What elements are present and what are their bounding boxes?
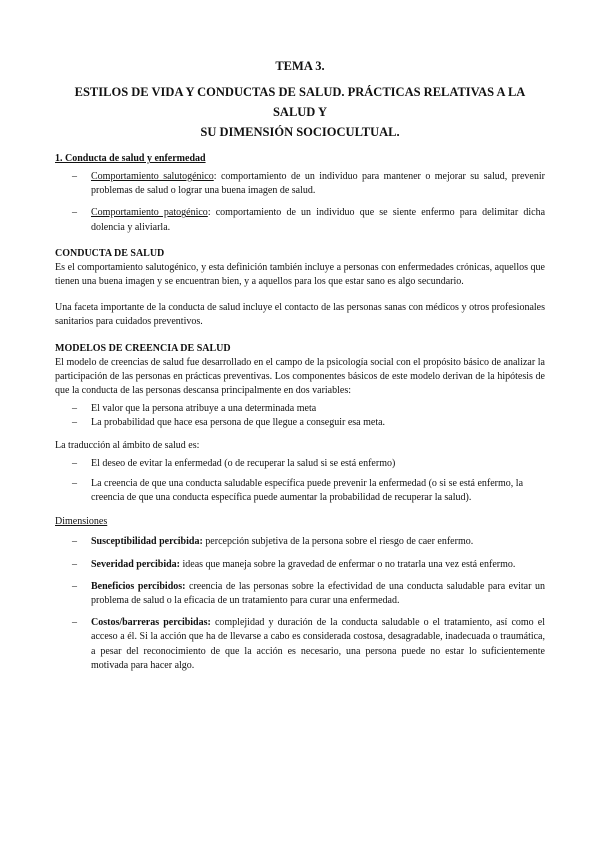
dash-bullet: – [72, 580, 77, 592]
list-text: El valor que la persona atribuye a una determinada meta [91, 403, 317, 415]
dash-bullet: – [72, 171, 77, 182]
paragraph: El modelo de creencias de salud fue desarrollado en el campo de la psicología social con el propósito básico de analizar la participación de las personas en prácticas preventivas. Los componentes básicos de este modelo derivan de la hipótesis de que la conducta de las personas descansa principalmente en dos variables: [55, 356, 545, 397]
section-heading: 1. Conducta de salud y enfermedad [55, 153, 206, 164]
section-heading: CONDUCTA DE SALUD [55, 247, 165, 259]
list-item [55, 206, 545, 234]
paragraph: Una faceta importante de la conducta de salud incluye el contacto de las personas sanas con médicos y otros profesionales sanitarios para cuidados preventivos. [55, 302, 545, 328]
definition: complejidad y duración de la conducta saludable o el tratamiento, así como el acceso a él. Si la acción que ha de llevarse a cabo es considerada costosa, desagradable, inadecuada o traumática, a pesar del reconocimiento de que la acción es necesario, una persona puede no estar lo suficientemente motivada para hacer algo. [91, 617, 545, 671]
list-item [55, 616, 545, 673]
list-item [55, 535, 545, 549]
dash-bullet: – [72, 478, 77, 490]
paragraph: La traducción al ámbito de salud es: [55, 439, 200, 451]
list-item [55, 580, 545, 608]
term: Beneficios percibidos: [91, 580, 186, 592]
doc-title-line: ESTILOS DE VIDA Y CONDUCTAS DE SALUD. PRÁCTICAS RELATIVAS A LA SALUD Y [74, 85, 526, 119]
dash-bullet: – [72, 207, 77, 219]
dash-bullet: – [72, 403, 77, 415]
list-item [55, 477, 545, 505]
list-item [55, 402, 545, 416]
definition: : comportamiento de un individuo que se siente enfermo para delimitar dicha dolencia y aliviarla. [91, 207, 546, 233]
dash-bullet: – [72, 457, 77, 469]
term: Costos/barreras percibidas: [91, 617, 211, 629]
term: Comportamiento salutogénico [91, 171, 214, 182]
list-text: El deseo de evitar la enfermedad (o de recuperar la salud si se está enfermo) [91, 457, 396, 469]
definition: : comportamiento de un individuo para mantener o mejorar su salud, prevenir problemas de salud o lograr una buena imagen de salud. [91, 171, 545, 197]
definition: creencia de las personas sobre la efectividad de una conducta saludable para evitar un problema de salud o la eficacia de un tratamiento para curar una enfermedad. [91, 580, 545, 607]
term: Susceptibilidad percibida: [91, 536, 203, 548]
list-item [55, 416, 545, 430]
section-heading: Dimensiones [55, 516, 108, 528]
definition: ideas que maneja sobre la gravedad de enfermar o no tratarla una vez está enfermo. [179, 558, 516, 570]
dash-bullet: – [72, 417, 77, 429]
definition: percepción subjetiva de la persona sobre el riesgo de caer enfermo. [202, 536, 474, 548]
doc-title-topic: TEMA 3. [275, 59, 325, 73]
paragraph: Es el comportamiento salutogénico, y esta definición también incluye a personas con enfermedades crónicas, aquellos que tienen una buena imagen y se encuentran bien, y a aquellos para los que estar sano es algo secundario. [55, 261, 545, 288]
list-text: La creencia de que una conducta saludable específica puede prevenir la enfermedad (o si se está enfermo, la creencia de que una conducta específica puede aumentar la probabilidad de recuperar la salud). [91, 478, 524, 504]
term: Comportamiento patogénico [91, 207, 208, 219]
doc-title-line: SU DIMENSIÓN SOCIOCULTUAL. [200, 125, 400, 139]
section-heading: MODELOS DE CREENCIA DE SALUD [55, 342, 231, 354]
list-item [55, 170, 545, 198]
dash-bullet: – [72, 558, 77, 570]
dash-bullet: – [72, 617, 77, 629]
list-item [55, 558, 545, 572]
list-text: La probabilidad que hace esa persona de que llegue a conseguir esa meta. [91, 417, 386, 429]
list-item [55, 457, 545, 471]
dash-bullet: – [72, 536, 77, 548]
term: Severidad percibida: [91, 558, 180, 570]
